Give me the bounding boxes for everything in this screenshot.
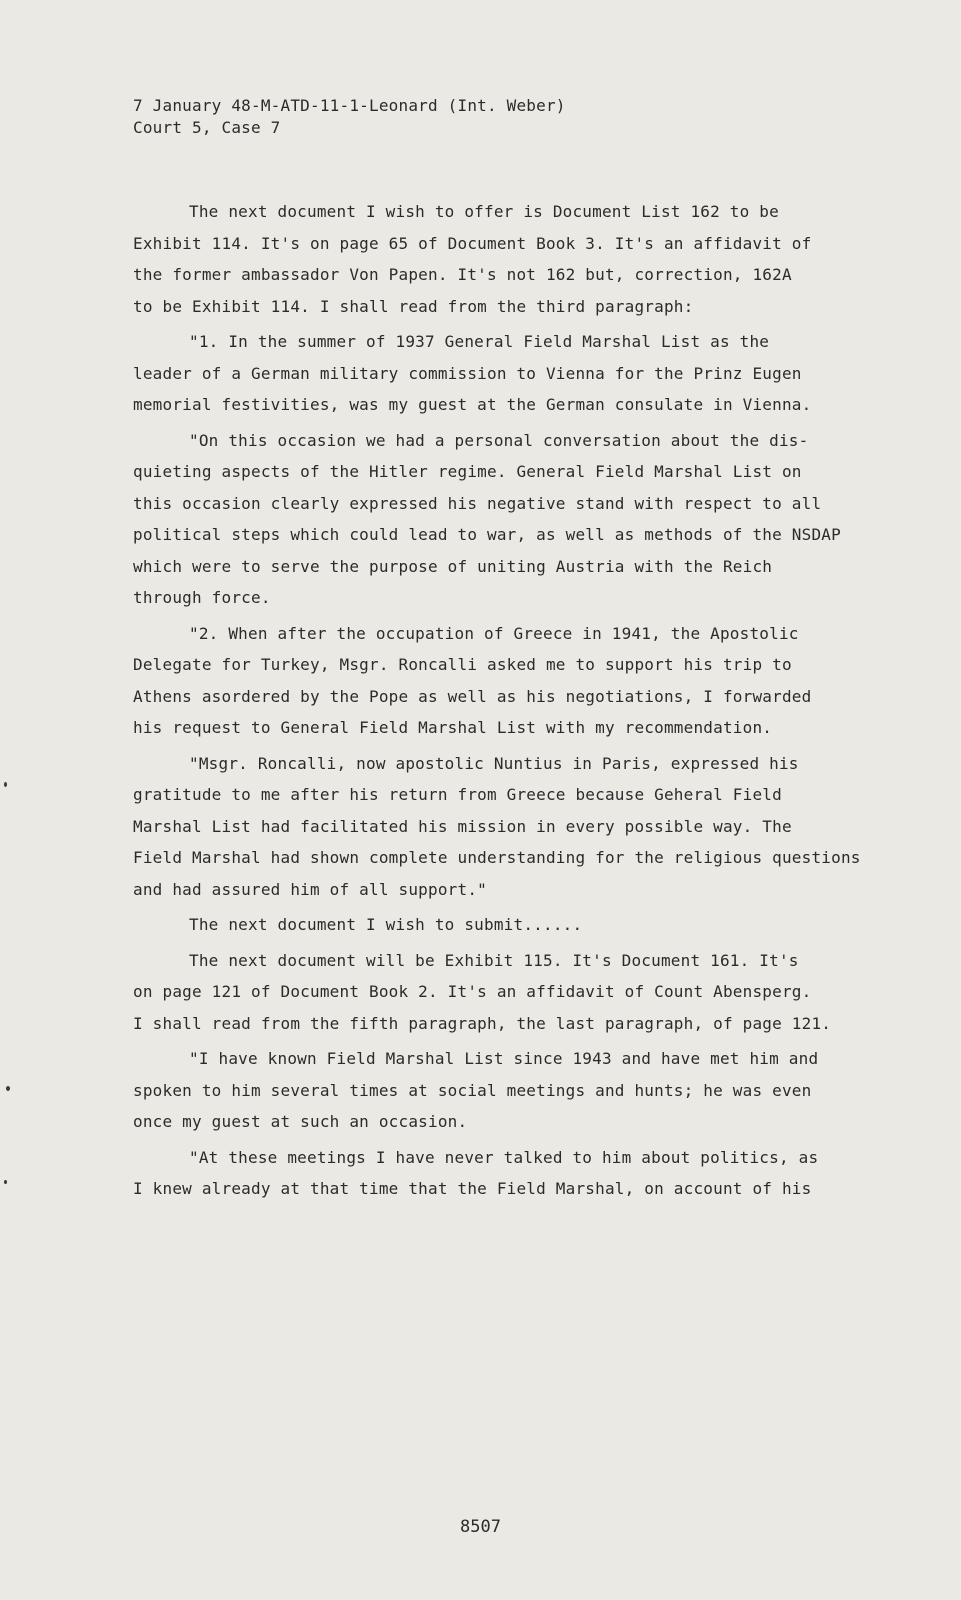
text-line: "I have known Field Marshal List since 1943 and have met him and — [189, 1049, 819, 1068]
text-line: Delegate for Turkey, Msgr. Roncalli asked me to support his trip to — [133, 655, 792, 674]
text-line: "1. In the summer of 1937 General Field Marshal List as the — [189, 332, 770, 351]
scan-speck — [4, 782, 7, 787]
header-line-court-case: Court 5, Case 7 — [133, 118, 281, 137]
paragraph — [133, 748, 903, 906]
text-line: "2. When after the occupation of Greece in 1941, the Apostolic — [189, 623, 799, 643]
text-line: Marshal List had facilitated his mission in every possible way. The — [133, 816, 792, 836]
paragraph — [133, 196, 903, 322]
scan-speck — [4, 1180, 7, 1184]
paragraph — [133, 909, 903, 941]
paragraph — [133, 326, 903, 421]
text-line: once my guest at such an occasion. — [133, 1112, 468, 1131]
text-line: which were to serve the purpose of uniting Austria with the Reich — [133, 556, 773, 576]
paragraph — [133, 425, 903, 614]
text-line: I shall read from the fifth paragraph, the last paragraph, of page 121. — [133, 1013, 832, 1033]
paragraph — [133, 618, 903, 744]
text-line: on page 121 of Document Book 2. It's an affidavit of Count Abensperg. — [133, 982, 812, 1001]
document-header — [133, 95, 566, 139]
text-line: and had assured him of all support." — [133, 879, 487, 899]
text-line: Field Marshal had shown complete understanding for the religious questions — [133, 848, 861, 867]
header-line-date-reference: 7 January 48-M-ATD-11-1-Leonard (Int. Weber) — [133, 96, 566, 115]
text-line: memorial festivities, was my guest at the German consulate in Vienna. — [133, 395, 812, 414]
text-line: through force. — [133, 588, 271, 607]
paragraph — [133, 1142, 903, 1205]
text-line: Athens asordered by the Pope as well as his negotiations, I forwarded — [133, 686, 812, 706]
text-line: this occasion clearly expressed his negative stand with respect to all — [133, 493, 822, 513]
text-line: "On this occasion we had a personal conversation about the dis- — [189, 430, 809, 450]
text-line: "At these meetings I have never talked to him about politics, as — [189, 1147, 819, 1167]
text-line: The next document I wish to submit...... — [189, 915, 583, 934]
text-line: the former ambassador Von Papen. It's not 162 but, correction, 162A — [133, 265, 792, 284]
paragraph — [133, 945, 903, 1040]
text-line: to be Exhibit 114. I shall read from the third paragraph: — [133, 296, 694, 316]
text-line: political steps which could lead to war, as well as methods of the NSDAP — [133, 525, 841, 544]
text-line: his request to General Field Marshal List with my recommendation. — [133, 718, 773, 737]
text-line: gratitude to me after his return from Greece because Geheral Field — [133, 785, 782, 804]
scan-speck — [6, 1086, 10, 1091]
page-number: 8507 — [460, 1517, 501, 1537]
text-line: leader of a German military commission to Vienna for the Prinz Eugen — [133, 363, 802, 383]
transcript-body — [133, 196, 903, 1205]
text-line: The next document will be Exhibit 115. It's Document 161. It's — [189, 950, 799, 970]
text-line: quieting aspects of the Hitler regime. General Field Marshal List on — [133, 462, 802, 481]
text-line: "Msgr. Roncalli, now apostolic Nuntius in Paris, expressed his — [189, 753, 799, 773]
text-line: spoken to him several times at social meetings and hunts; he was even — [133, 1080, 812, 1100]
text-line: I knew already at that time that the Field Marshal, on account of his — [133, 1179, 812, 1198]
paragraph — [133, 1043, 903, 1138]
text-line: The next document I wish to offer is Document List 162 to be — [189, 202, 779, 221]
text-line: Exhibit 114. It's on page 65 of Document Book 3. It's an affidavit of — [133, 233, 812, 253]
